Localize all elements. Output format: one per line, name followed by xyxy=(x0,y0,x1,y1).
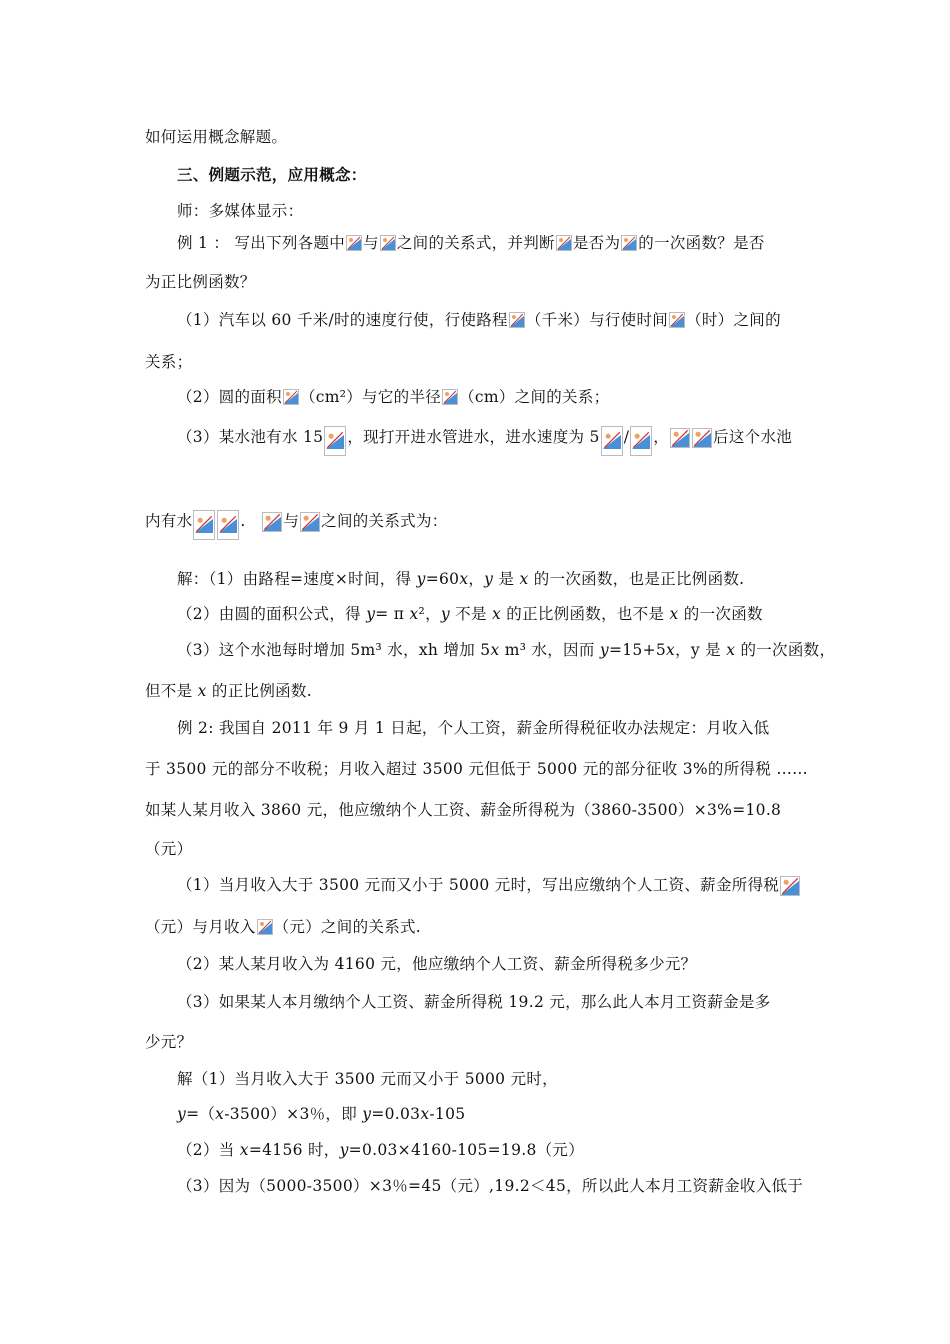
var: y xyxy=(362,1105,372,1123)
text: （时）之间的 xyxy=(686,311,781,329)
text-line xyxy=(145,759,808,779)
var: x xyxy=(239,1141,249,1159)
text: =0.03 xyxy=(371,1105,421,1123)
text-line xyxy=(145,839,192,859)
text-line xyxy=(145,1032,192,1052)
broken-image-icon xyxy=(283,389,299,405)
text: 之间的关系式，并判断 xyxy=(396,234,555,252)
broken-image-icon xyxy=(692,428,712,448)
broken-image-icon xyxy=(630,426,652,456)
text: 例 2: 我国自 2011 年 9 月 1 日起，个人工资，薪金所得税征收办法规定：月收入低 xyxy=(177,719,770,737)
broken-image-icon xyxy=(300,512,320,532)
text: （2）由圆的面积公式，得 xyxy=(177,605,367,623)
broken-image-icon xyxy=(257,919,273,935)
text: （cm²）与它的半径 xyxy=(299,388,442,406)
text-line xyxy=(145,917,421,937)
broken-image-icon xyxy=(601,426,623,456)
text: 关系； xyxy=(145,353,193,371)
text: （元）与月收入 xyxy=(145,918,256,936)
var: x xyxy=(669,605,679,623)
text: 但不是 xyxy=(145,682,198,700)
text: ， xyxy=(653,428,670,446)
var: y xyxy=(484,570,494,588)
broken-image-icon xyxy=(669,312,685,328)
text: （3）如果某人本月缴纳个人工资、薪金所得税 19.2 元，那么此人本月工资薪金是多 xyxy=(177,993,771,1011)
text: （2）当 xyxy=(177,1141,240,1159)
text: 的正比例函数. xyxy=(206,682,312,700)
example-2-line xyxy=(177,718,769,738)
text: （3）因为（5000-3500）×3％=45（元）,19.2＜45，所以此人本月工资薪金收入低于 xyxy=(177,1177,804,1195)
text: （3）某水池有水 15 xyxy=(177,428,324,446)
answer-3-line xyxy=(177,1176,803,1196)
text: 内有水 xyxy=(145,512,193,530)
text: （千米）与行使时间 xyxy=(525,311,669,329)
question-3-line xyxy=(177,992,771,1012)
text: 例 1 ： 写出下列各题中 xyxy=(177,234,346,252)
text: 的一次函数，也是正比例函数. xyxy=(528,570,745,588)
var: y xyxy=(599,641,609,659)
solution-1-line xyxy=(177,569,744,589)
section-heading xyxy=(177,165,367,185)
text-line xyxy=(177,201,303,221)
text: 为正比例函数？ xyxy=(145,273,256,291)
solution-2-line xyxy=(177,604,763,624)
broken-image-icon xyxy=(193,510,215,540)
var: x xyxy=(459,570,469,588)
text: ，现打开进水管进水，进水速度为 5 xyxy=(347,428,600,446)
example-1-line xyxy=(177,233,765,253)
var: y xyxy=(339,1141,349,1159)
text: （1）当月收入大于 3500 元而又小于 5000 元时，写出应缴纳个人工资、薪金所得税 xyxy=(177,876,780,894)
text: 的一次函数？是否 xyxy=(638,234,765,252)
text: ， xyxy=(425,605,441,623)
text: / xyxy=(623,428,630,446)
var: x xyxy=(666,641,676,659)
text: = π xyxy=(375,605,410,623)
text: 解：（1）由路程=速度×时间，得 xyxy=(177,570,417,588)
var: y xyxy=(416,570,426,588)
var: x xyxy=(215,1105,225,1123)
broken-image-icon xyxy=(346,235,362,251)
text: 的一次函数 xyxy=(678,605,763,623)
broken-image-icon xyxy=(509,312,525,328)
text: ² xyxy=(418,605,426,623)
var: x xyxy=(492,605,502,623)
text: . xyxy=(240,512,246,530)
var: x xyxy=(197,682,207,700)
answer-1-line xyxy=(177,1069,558,1089)
text: 的正比例函数，也不是 xyxy=(501,605,670,623)
text: 如何运用概念解题。 xyxy=(145,128,288,146)
text: 解（1）当月收入大于 3500 元而又小于 5000 元时， xyxy=(177,1070,558,1088)
text: （元）之间的关系式. xyxy=(273,918,422,936)
text: 是 xyxy=(493,570,520,588)
text: =4156 时， xyxy=(248,1141,340,1159)
text-line xyxy=(145,272,256,292)
text: =（ xyxy=(186,1105,216,1123)
text: 不是 xyxy=(449,605,492,623)
text: （2）某人某月收入为 4160 元，他应缴纳个人工资、薪金所得税多少元？ xyxy=(177,955,697,973)
heading-text: 三、例题示范，应用概念： xyxy=(177,165,367,184)
text: 是否为 xyxy=(572,234,621,252)
text: （1）汽车以 60 千米/时的速度行使，行使路程 xyxy=(177,311,508,329)
problem-3-cont-line xyxy=(145,510,448,540)
text-line xyxy=(145,800,781,820)
text-line xyxy=(145,681,312,701)
text: （cm）之间的关系； xyxy=(459,388,610,406)
text-line xyxy=(145,127,287,147)
problem-3-line xyxy=(177,426,792,456)
var: y xyxy=(440,605,450,623)
text: =0.03×4160-105=19.8（元） xyxy=(348,1141,585,1159)
text: 之间的关系式为： xyxy=(321,512,448,530)
text: 于 3500 元的部分不收税；月收入超过 3500 元但低于 5000 元的部分征收 3%的所得税 …… xyxy=(145,760,808,778)
broken-image-icon xyxy=(217,510,239,540)
text: ，y 是 xyxy=(675,641,727,659)
problem-1-line xyxy=(177,310,781,330)
text: 后这个水池 xyxy=(713,428,793,446)
text: 少元？ xyxy=(145,1033,193,1051)
var: y xyxy=(366,605,376,623)
var: y xyxy=(177,1105,187,1123)
var: x xyxy=(420,1105,430,1123)
var: x xyxy=(726,641,736,659)
text: 师：多媒体显示： xyxy=(177,202,304,220)
text: （2）圆的面积 xyxy=(177,388,282,406)
text: =60 xyxy=(425,570,460,588)
solution-3-line xyxy=(177,640,835,660)
text: -105 xyxy=(429,1105,466,1123)
text: =15+5 xyxy=(608,641,667,659)
text: 与 xyxy=(363,234,379,252)
broken-image-icon xyxy=(442,389,458,405)
text: 与 xyxy=(283,512,300,530)
formula-line xyxy=(177,1104,465,1124)
broken-image-icon xyxy=(556,235,572,251)
broken-image-icon xyxy=(670,428,690,448)
text: 的一次函数， xyxy=(735,641,836,659)
question-2-line xyxy=(177,954,696,974)
var: x xyxy=(409,605,419,623)
question-1-line xyxy=(177,875,801,896)
problem-2-line xyxy=(177,387,609,407)
text-line xyxy=(145,352,192,372)
text: -3500）×3％，即 xyxy=(224,1105,363,1123)
text: ， xyxy=(468,570,485,588)
var: x xyxy=(490,641,500,659)
broken-image-icon xyxy=(380,235,396,251)
broken-image-icon xyxy=(262,512,282,532)
broken-image-icon xyxy=(780,876,800,896)
answer-2-line xyxy=(177,1140,584,1160)
text: （3）这个水池每时增加 5m³ 水，xh 增加 5 xyxy=(177,641,491,659)
var: x xyxy=(519,570,529,588)
text: （元） xyxy=(145,840,193,858)
broken-image-icon xyxy=(621,235,637,251)
broken-image-icon xyxy=(324,426,346,456)
text: m³ 水，因而 xyxy=(499,641,600,659)
text: 如某人某月收入 3860 元，他应缴纳个人工资、薪金所得税为（3860-3500）×3%=10.8 xyxy=(145,801,782,819)
